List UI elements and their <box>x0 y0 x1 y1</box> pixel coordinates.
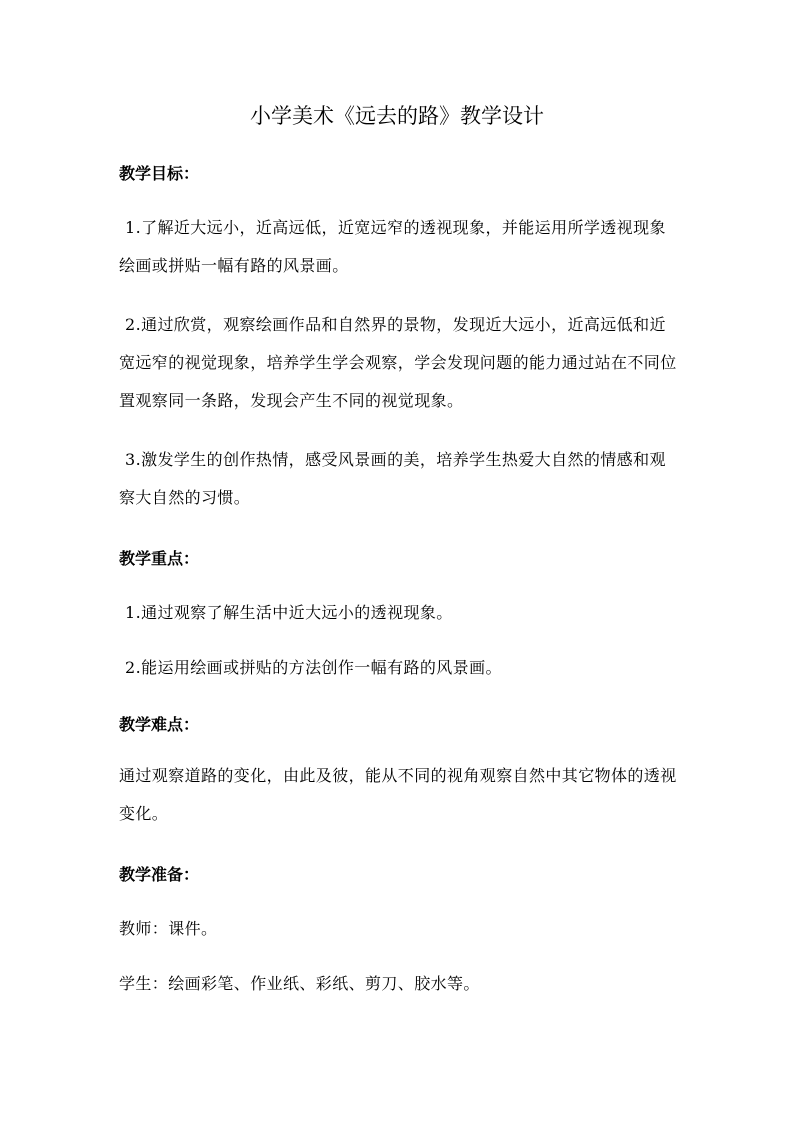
objective-item-1: 1.了解近大远小，近高远低，近宽远窄的透视现象，并能运用所学透视现象绘画或拼贴一幅有路的风景画。 <box>119 218 666 275</box>
preparation-student: 学生：绘画彩笔、作业纸、彩纸、剪刀、胶水等。 <box>119 974 480 993</box>
difficulties-heading: 教学难点： <box>119 715 200 734</box>
key-points-heading: 教学重点： <box>119 549 200 568</box>
document-title: 小学美术《远去的路》教学设计 <box>250 104 544 128</box>
preparation-teacher: 教师：课件。 <box>119 919 218 938</box>
objective-item-3: 3.激发学生的创作热情，感受风景画的美，培养学生热爱大自然的情感和观察大自然的习惯。 <box>119 450 666 507</box>
key-point-item-1: 1.通过观察了解生活中近大远小的透视现象。 <box>125 603 453 622</box>
objective-item-2: 2.通过欣赏，观察绘画作品和自然界的景物，发现近大远小，近高远低和近宽远窄的视觉现象，培养学生学会观察，学会发现问题的能力通过站在不同位置观察同一条路，发现会产生不同的视觉现象。 <box>119 315 677 410</box>
key-point-item-2: 2.能运用绘画或拼贴的方法创作一幅有路的风景画。 <box>125 658 502 677</box>
objectives-heading: 教学目标： <box>119 164 200 183</box>
preparation-heading: 教学准备： <box>119 865 200 884</box>
difficulties-text: 通过观察道路的变化，由此及彼，能从不同的视角观察自然中其它物体的透视变化。 <box>119 766 677 823</box>
